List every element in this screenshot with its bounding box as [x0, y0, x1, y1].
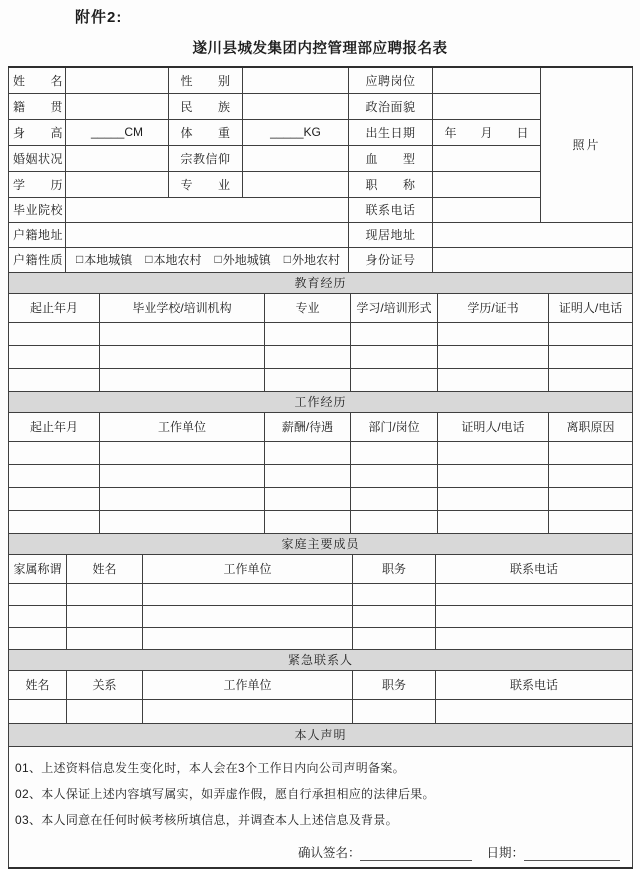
- education-empty-row: [9, 345, 633, 368]
- empty-cell: [143, 583, 353, 605]
- family-header-position: 职务: [353, 554, 436, 583]
- height-field: _____CM: [66, 119, 169, 145]
- professional-title-field: [433, 171, 541, 197]
- empty-cell: [353, 583, 436, 605]
- ethnicity-label: 民 族: [169, 93, 243, 119]
- empty-cell: [9, 464, 100, 487]
- empty-cell: [436, 627, 633, 649]
- signature-label: 确认签名：: [297, 845, 361, 860]
- emergency-header-employer: 工作单位: [143, 670, 353, 699]
- empty-cell: [9, 368, 100, 391]
- marital-status-label: 婚姻状况: [9, 145, 66, 171]
- id-number-field: [433, 247, 633, 272]
- empty-cell: [9, 605, 67, 627]
- empty-cell: [351, 487, 438, 510]
- emergency-header-position: 职务: [353, 670, 436, 699]
- current-address-field: [433, 222, 633, 247]
- empty-cell: [67, 699, 143, 723]
- political-status-label: 政治面貌: [349, 93, 433, 119]
- empty-cell: [100, 464, 265, 487]
- empty-cell: [351, 345, 438, 368]
- name-label: 姓 名: [9, 67, 66, 93]
- weight-field: _____KG: [243, 119, 349, 145]
- empty-cell: [9, 441, 100, 464]
- empty-cell: [549, 464, 633, 487]
- education-level-label: 学 历: [9, 171, 66, 197]
- education-header-period: 起止年月: [9, 293, 100, 322]
- attachment-label: 附件2:: [75, 9, 123, 26]
- registered-address-field: [66, 222, 349, 247]
- declaration-item-3: 03、本人同意在任何时候考核所填信息，并调查本人上述信息及背景。: [15, 812, 398, 827]
- empty-cell: [100, 510, 265, 533]
- empty-cell: [9, 627, 67, 649]
- marital-status-field: [66, 145, 169, 171]
- empty-cell: [100, 368, 265, 391]
- birth-date-field: 年 月 日: [433, 119, 541, 145]
- emergency-empty-row: [9, 699, 633, 723]
- household-option-label: 外地农村: [292, 253, 341, 267]
- education-header-degree: 学历/证书: [438, 293, 549, 322]
- empty-cell: [351, 464, 438, 487]
- family-empty-row: [9, 605, 633, 627]
- id-number-label: 身份证号: [349, 247, 433, 272]
- work-header-leave-reason: 离职原因: [549, 412, 633, 441]
- empty-cell: [438, 345, 549, 368]
- empty-cell: [549, 487, 633, 510]
- education-section-title: 教育经历: [9, 272, 633, 293]
- declaration-item-2: 02、本人保证上述内容填写属实，如弄虚作假，愿自行承担相应的法律后果。: [15, 786, 435, 801]
- position-label: 应聘岗位: [349, 67, 433, 93]
- empty-cell: [9, 487, 100, 510]
- empty-cell: [265, 441, 351, 464]
- registered-address-label: 户籍地址: [9, 222, 66, 247]
- emergency-header-phone: 联系电话: [436, 670, 633, 699]
- family-header-relation-title: 家属称谓: [9, 554, 67, 583]
- empty-cell: [143, 627, 353, 649]
- ethnicity-field: [243, 93, 349, 119]
- date-label: 日期：: [486, 845, 524, 860]
- empty-cell: [9, 322, 100, 345]
- empty-cell: [265, 345, 351, 368]
- empty-cell: [265, 368, 351, 391]
- blood-type-label: 血 型: [349, 145, 433, 171]
- family-empty-row: [9, 627, 633, 649]
- blood-type-field: [433, 145, 541, 171]
- family-header-name: 姓名: [67, 554, 143, 583]
- date-blank-line: [524, 848, 620, 861]
- empty-cell: [438, 510, 549, 533]
- work-header-department: 部门/岗位: [351, 412, 438, 441]
- checkbox-icon: □: [145, 252, 153, 266]
- education-empty-row: [9, 368, 633, 391]
- personal-info-table: [8, 66, 633, 273]
- signature-blank-line: [360, 848, 472, 861]
- education-header-form: 学习/培训形式: [351, 293, 438, 322]
- empty-cell: [67, 627, 143, 649]
- checkbox-icon: □: [283, 252, 292, 266]
- empty-cell: [143, 605, 353, 627]
- current-address-label: 现居地址: [349, 222, 433, 247]
- empty-cell: [9, 510, 100, 533]
- education-header-school: 毕业学校/培训机构: [100, 293, 265, 322]
- page-title: 遂川县城发集团内控管理部应聘报名表: [192, 41, 448, 57]
- native-place-label: 籍 贯: [9, 93, 66, 119]
- checkbox-icon: □: [214, 252, 222, 266]
- native-place-field: [66, 93, 169, 119]
- weight-label: 体 重: [169, 119, 243, 145]
- height-label: 身 高: [9, 119, 66, 145]
- major-label: 专 业: [169, 171, 243, 197]
- work-empty-row: [9, 510, 633, 533]
- household-option-local-urban: [76, 251, 132, 268]
- political-status-field: [433, 93, 541, 119]
- religion-label: 宗教信仰: [169, 145, 243, 171]
- empty-cell: [549, 345, 633, 368]
- professional-title-label: 职 称: [349, 171, 433, 197]
- empty-cell: [438, 487, 549, 510]
- household-type-label: 户籍性质: [9, 247, 66, 272]
- empty-cell: [265, 464, 351, 487]
- empty-cell: [100, 345, 265, 368]
- empty-cell: [353, 627, 436, 649]
- declaration-item-1: 01、上述资料信息发生变化时，本人会在3个工作日内向公司声明备案。: [15, 760, 405, 775]
- gender-label: 性 别: [169, 67, 243, 93]
- empty-cell: [9, 583, 67, 605]
- major-field: [243, 171, 349, 197]
- household-options-cell: [66, 247, 349, 272]
- household-option-nonlocal-rural: [284, 251, 340, 268]
- empty-cell: [265, 322, 351, 345]
- empty-cell: [67, 605, 143, 627]
- birth-date-label: 出生日期: [349, 119, 433, 145]
- work-header-reference: 证明人/电话: [438, 412, 549, 441]
- family-section-title: 家庭主要成员: [9, 533, 633, 554]
- signature-row: [15, 843, 622, 861]
- household-option-label: 外地城镇: [222, 253, 271, 267]
- family-header-phone: 联系电话: [436, 554, 633, 583]
- work-empty-row: [9, 487, 633, 510]
- empty-cell: [265, 487, 351, 510]
- education-header-reference: 证明人/电话: [549, 293, 633, 322]
- work-table: [8, 391, 633, 534]
- household-option-local-rural: [145, 251, 201, 268]
- empty-cell: [351, 368, 438, 391]
- empty-cell: [100, 487, 265, 510]
- empty-cell: [438, 441, 549, 464]
- education-level-field: [66, 171, 169, 197]
- work-header-employer: 工作单位: [100, 412, 265, 441]
- empty-cell: [549, 368, 633, 391]
- work-empty-row: [9, 441, 633, 464]
- empty-cell: [9, 699, 67, 723]
- empty-cell: [9, 345, 100, 368]
- education-table: [8, 272, 633, 392]
- emergency-section-title: 紧急联系人: [9, 649, 633, 670]
- family-empty-row: [9, 583, 633, 605]
- empty-cell: [436, 699, 633, 723]
- work-header-salary: 薪酬/待遇: [265, 412, 351, 441]
- education-empty-row: [9, 322, 633, 345]
- empty-cell: [351, 441, 438, 464]
- empty-cell: [351, 510, 438, 533]
- checkbox-icon: □: [76, 252, 84, 266]
- empty-cell: [438, 368, 549, 391]
- empty-cell: [549, 510, 633, 533]
- empty-cell: [100, 441, 265, 464]
- empty-cell: [436, 583, 633, 605]
- household-option-label: 本地城镇: [84, 253, 133, 267]
- emergency-header-relation: 关系: [67, 670, 143, 699]
- empty-cell: [351, 322, 438, 345]
- work-empty-row: [9, 464, 633, 487]
- work-section-title: 工作经历: [9, 391, 633, 412]
- religion-field: [243, 145, 349, 171]
- school-label: 毕业院校: [9, 197, 66, 222]
- empty-cell: [353, 605, 436, 627]
- household-option-nonlocal-urban: [215, 251, 271, 268]
- empty-cell: [438, 464, 549, 487]
- empty-cell: [353, 699, 436, 723]
- work-header-period: 起止年月: [9, 412, 100, 441]
- empty-cell: [100, 322, 265, 345]
- school-field: [66, 197, 349, 222]
- emergency-header-name: 姓名: [9, 670, 67, 699]
- family-header-employer: 工作单位: [143, 554, 353, 583]
- empty-cell: [438, 322, 549, 345]
- emergency-table: [8, 649, 633, 724]
- contact-phone-label: 联系电话: [349, 197, 433, 222]
- empty-cell: [549, 322, 633, 345]
- family-table: [8, 533, 633, 650]
- empty-cell: [436, 605, 633, 627]
- name-field: [66, 67, 169, 93]
- photo-placeholder: 照片: [541, 67, 633, 222]
- position-field: [433, 67, 541, 93]
- empty-cell: [265, 510, 351, 533]
- household-option-label: 本地农村: [153, 253, 202, 267]
- gender-field: [243, 67, 349, 93]
- contact-phone-field: [433, 197, 541, 222]
- declaration-content: [9, 746, 633, 868]
- empty-cell: [143, 699, 353, 723]
- declaration-table: [8, 723, 633, 869]
- education-header-major: 专业: [265, 293, 351, 322]
- declaration-section-title: 本人声明: [9, 723, 633, 746]
- empty-cell: [549, 441, 633, 464]
- empty-cell: [67, 583, 143, 605]
